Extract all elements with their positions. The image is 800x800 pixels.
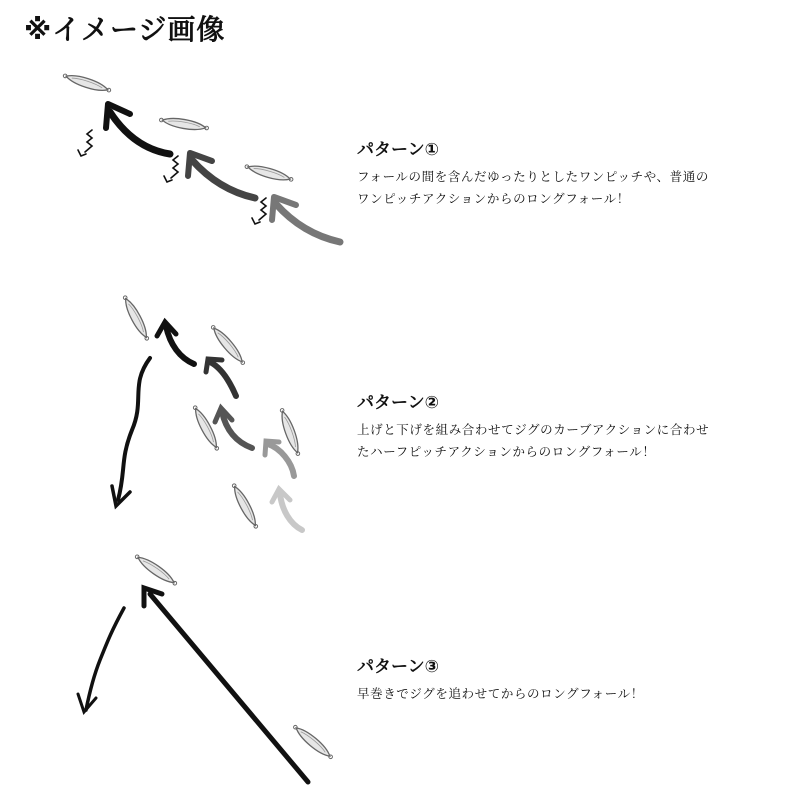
- description-line: ワンピッチアクションからのロングフォール！: [357, 191, 630, 206]
- long-fall-arrow: [78, 608, 124, 712]
- pattern-3-illustration: [78, 552, 335, 782]
- pattern-2-illustration: [112, 294, 303, 530]
- pattern-1-block: [357, 135, 777, 210]
- fall-squiggle: [78, 130, 266, 224]
- pitch-arrow: [272, 197, 340, 242]
- pattern-heading: パターン③: [357, 657, 440, 677]
- curve-arrow: [215, 408, 252, 448]
- description-line: たハーフピッチアクションからのロングフォール！: [357, 444, 656, 459]
- pattern-description: [357, 166, 777, 210]
- jig-icon: [291, 723, 335, 762]
- fast-retrieve-arrow: [144, 588, 308, 782]
- curve-arrow: [265, 441, 294, 476]
- pattern-description: [357, 683, 777, 705]
- description-line: フォールの間を含んだゆったりとしたワンピッチや、普通の: [357, 169, 709, 184]
- pattern-3-block: [357, 652, 777, 705]
- jig-icon: [244, 162, 294, 184]
- jig-icon: [133, 552, 179, 588]
- description-line: 早巻きでジグを追わせてからのロングフォール！: [357, 686, 644, 701]
- pattern-2-block: [357, 388, 777, 463]
- pattern-1-illustration: [62, 71, 340, 242]
- page-title: ※イメージ画像: [24, 13, 226, 46]
- jig-icon: [120, 294, 151, 342]
- pitch-arrow: [188, 153, 255, 198]
- pitch-arrow: [106, 104, 170, 154]
- pattern-heading: パターン①: [357, 140, 440, 160]
- curve-arrow: [157, 322, 194, 364]
- jig-icon: [62, 71, 112, 95]
- curve-arrow: [206, 359, 236, 396]
- pattern-description: [357, 419, 777, 463]
- jig-icon: [159, 115, 209, 132]
- pattern-heading: パターン②: [357, 393, 440, 413]
- jig-icon: [229, 482, 260, 530]
- long-fall-arrow: [112, 358, 150, 506]
- curve-arrow: [272, 489, 302, 530]
- description-line: 上げと下げを組み合わせてジグのカーブアクションに合わせ: [357, 422, 710, 437]
